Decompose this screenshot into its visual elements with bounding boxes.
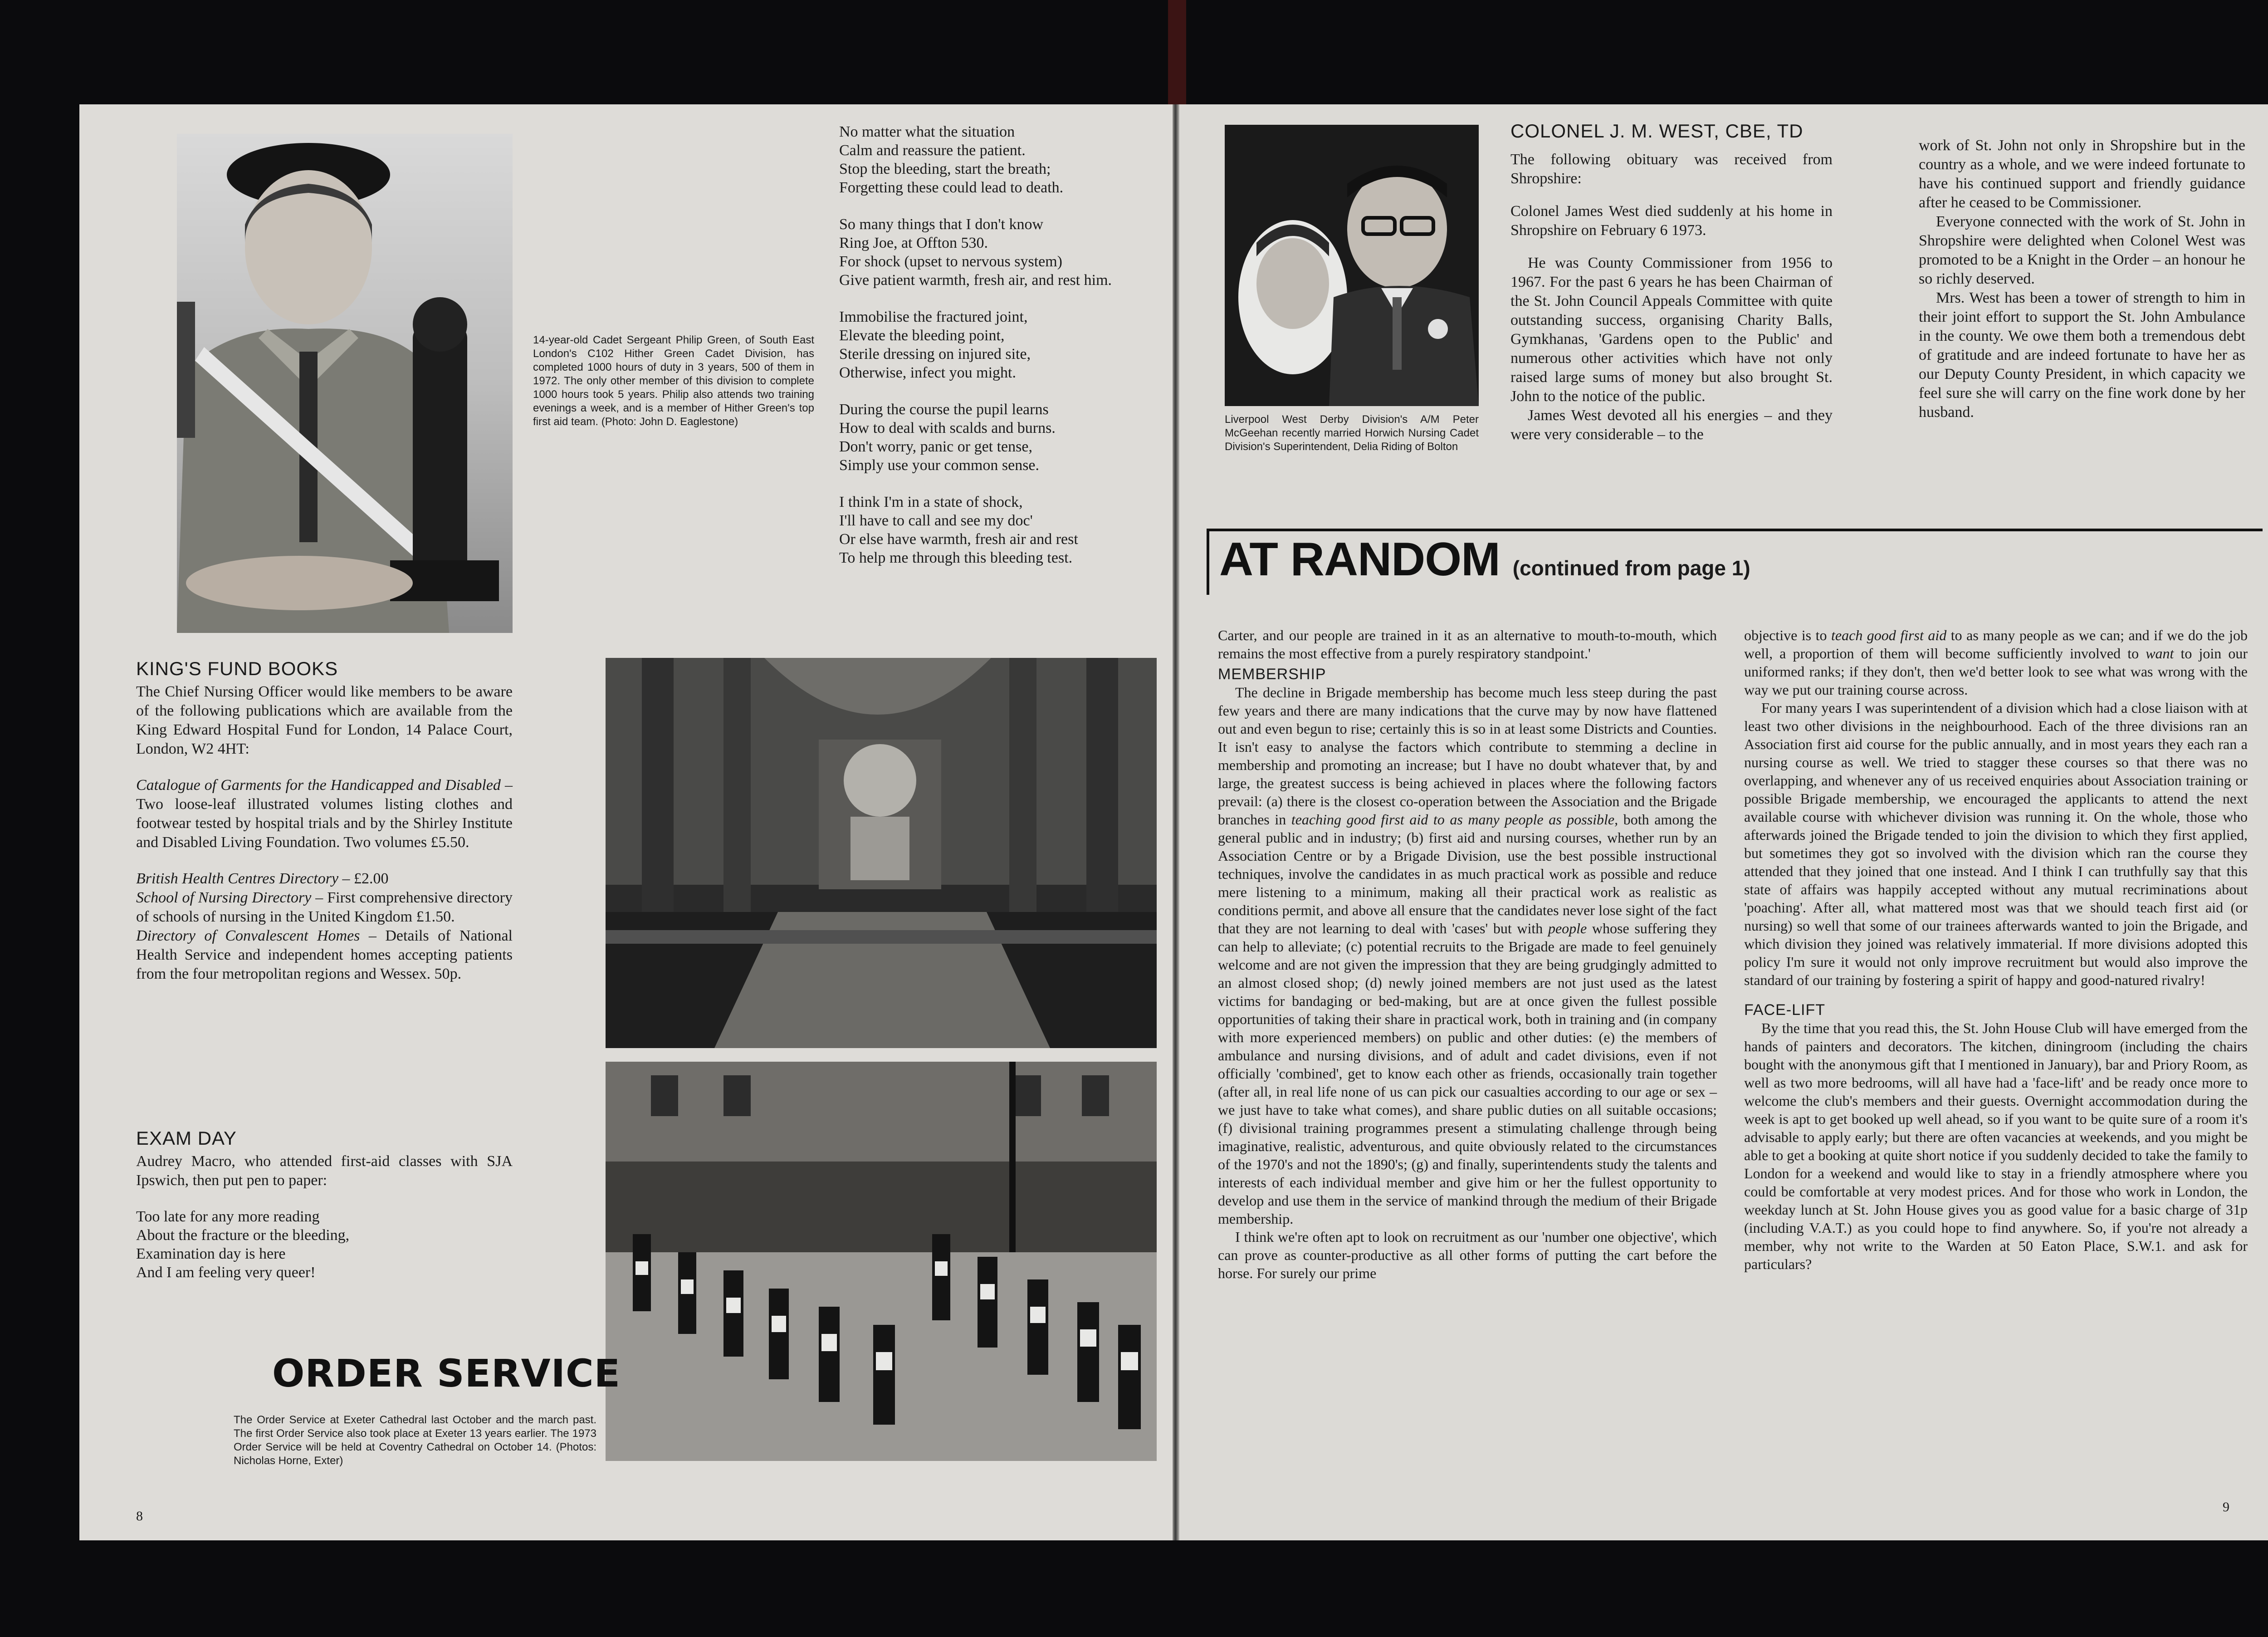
membership-heading: MEMBERSHIP — [1218, 666, 1326, 683]
obituary-paragraph: He was County Commissioner from 1956 to 1967. For the past 6 years he has been Chairman of the St. John Council Appeals Committee with quite outstanding success, organising Charity Balls, Gymkhanas, 'Gardens open to the Public' and numerous other activities which have not only raised large sums of money but also brought St. John to the notice of the public. — [1510, 255, 1833, 405]
cadet-with-trophy-photo — [177, 134, 513, 633]
exam-day-poem — [136, 1207, 513, 1282]
exam-day-section — [136, 1127, 513, 1282]
book-description: – First comprehensive directory of schools of nursing in the United Kingdom £1.50. — [136, 889, 513, 925]
poem-line: Otherwise, infect you might. — [839, 364, 1016, 381]
poem-line: For shock (upset to nervous system) — [839, 253, 1063, 270]
text-run: objective is to — [1744, 627, 1832, 643]
at-random-subtitle: (continued from page 1) — [1512, 556, 1750, 580]
left-page — [79, 104, 1173, 1540]
poem-stanza-5 — [839, 493, 1166, 567]
poem-stanza-3 — [839, 308, 1166, 382]
kings-fund-intro: The Chief Nursing Officer would like members to be aware of the following publications which are available from the King Edward Hospital Fund for London, 14 Palace Court, London, W2 4HT: — [136, 683, 513, 757]
poem-line: No matter what the situation — [839, 123, 1015, 140]
kings-fund-item — [136, 776, 513, 852]
article-paragraph — [1218, 683, 1717, 1228]
text-run: to join our uniformed ranks; if they don't, then we'd better look to see what was wrong with the way we put our training course across. — [1744, 645, 2248, 698]
binding-edge — [1168, 0, 1186, 104]
march-past-photo — [606, 1062, 1157, 1461]
emphasis-text: teaching good first aid to as many people as possible, — [1291, 811, 1618, 828]
poem-line: To help me through this bleeding test. — [839, 549, 1073, 566]
text-run: both among the general public and in industry; (b) first aid and nursing courses, whether run by an Association Centre or by a Brigade Division, use the best possible instructional techniques, involve the candidates in as much practical work as possible and reduce mere listening to a minimum, making all their practical work as realistic as conditions permit, and above all ensure that the candidates never lose sight of the fact that they are not learning to deal with 'cases' but with — [1218, 811, 1717, 936]
poem-line: I think I'm in a state of shock, — [839, 494, 1023, 510]
book-description: – Details of National Health Service and independent homes accepting patients from the four metropolitan regions and Wessex. 50p. — [136, 927, 513, 982]
poem-line: Calm and reassure the patient. — [839, 142, 1026, 159]
poem-stanza-4 — [839, 400, 1166, 475]
article-paragraph: For many years I was superintendent of a division which had a close liaison with at least two other divisions in the neighbourhood. Each of the three divisions ran an Association first aid course for the public annually, and in most years they each ran a nursing course as well. We tried to stagger these courses so that there was no overlapping, and whenever any of us received enquiries about Association training or possible Brigade membership, we encouraged the applicants to attend the next available course with whichever division was running it. On the whole, those who afterwards joined the Brigade tended to join the division to which they first applied, but sometimes they got so involved with the division which ran the course they attended that they joined that one instead. And I think I can truthfully say that this state of affairs was happily accepted without any mutual recriminations about 'poaching'. After all, what mattered most was that we should teach first aid (or nursing) so well that some of our trainees afterwards wanted to join the Brigade, and which division they joined was relatively immaterial. If more divisions adopted this policy I'm sure it would not only improve recruitment but would also improve the standard of our training by fostering a spirit of happy and good-natured rivalry! — [1744, 700, 2248, 988]
book-title: School of Nursing Directory — [136, 889, 312, 906]
obituary-paragraph: James West devoted all his energies – and they were very considerable – to the — [1510, 407, 1833, 443]
kings-fund-item — [136, 926, 513, 984]
kings-fund-item — [136, 869, 513, 888]
obituary-paragraph: Everyone connected with the work of St. John in Shropshire were delighted when Colonel West was promoted to be a Knight in the Order – an honour he so richly deserved. — [1919, 213, 2245, 287]
poem-line: I'll have to call and see my doc' — [839, 512, 1033, 529]
poem-line: During the course the pupil learns — [839, 401, 1049, 418]
poem-line: Give patient warmth, fresh air, and rest him. — [839, 272, 1112, 289]
book-title: Catalogue of Garments for the Handicapped and Disabled — [136, 777, 501, 794]
at-random-header — [1207, 529, 2263, 595]
article-paragraph: Carter, and our people are trained in it as an alternative to mouth-to-mouth, which remains the most effective from a purely respiratory standpoint.' — [1218, 627, 1717, 662]
order-service-caption: The Order Service at Exeter Cathedral last October and the march past. The first Order Service also took place at Exeter 13 years earlier. The 1973 Order Service will be held at Coventry Cathedral on October 14. (Photos: Nicholas Horne, Exter) — [234, 1414, 596, 1467]
exam-day-intro: Audrey Macro, who attended first-aid classes with SJA Ipswich, then put pen to paper: — [136, 1153, 513, 1189]
emphasis-text: want — [2146, 645, 2174, 662]
west-obituary-heading: COLONEL J. M. WEST, CBE, TD — [1510, 120, 1804, 142]
facelift-heading: FACE-LIFT — [1744, 1001, 1826, 1019]
article-paragraph: I think we're often apt to look on recruitment as our 'number one objective', which can prove as counter-productive as all other forms of putting the cart before the horse. For surely our prime — [1218, 1229, 1717, 1281]
at-random-title: AT RANDOM — [1219, 533, 1500, 586]
poem-line: Stop the bleeding, start the breath; — [839, 161, 1051, 177]
exam-day-heading: EXAM DAY — [136, 1127, 237, 1149]
poem-line: Forgetting these could lead to death. — [839, 179, 1064, 196]
obituary-paragraph: The following obituary was received from Shropshire: — [1510, 151, 1833, 187]
text-run: whose suffering they can help to alleviate; (c) potential recruits to the Brigade are made to feel genuinely welcome and are not given the impression that they are being grudgingly admitted to an almost closed shop; (d) newly joined members are not just used as the latest victims for bandaging or bed-making, but are at once given the fullest possible opportunities of taking their share in practical work, both in training and (in company with more experienced members) on public and other duties: (e) the members of ambulance and nursing divisions, and of adult and cadet divisions, even if not officially 'combined', get to know each other as friends, occasionally train together (after all, in real life none of us can pick our casualties according to our age or sex – we just have to take what comes), and share public duties on all suitable occasions; (f) divisional training programmes present a stimulating challenge through being imaginative, realistic, adventurous, and quite obviously related to the circumstances of the 1970's and not the 1890's; (g) and finally, superintendents study the talents and interests of each individual member and give him or her the fullest opportunity to develop and use them in the service of mankind through the medium of their Brigade membership. — [1218, 920, 1717, 1227]
wedding-photo-caption: Liverpool West Derby Division's A/M Peter McGeehan recently married Horwich Nursing Cadet Division's Superintendent, Delia Riding of Bolton — [1225, 413, 1479, 453]
book-description: – £2.00 — [338, 870, 389, 887]
at-random-col2 — [1744, 626, 2248, 1278]
poem-line: How to deal with scalds and burns. — [839, 420, 1056, 436]
poem-stanza-1 — [839, 123, 1166, 197]
poem-stanza-2 — [839, 215, 1166, 289]
obituary-paragraph: work of St. John not only in Shropshire but in the country as a whole, and we were indeed fortunate to have his continued support and friendly guidance after he ceased to be Commissioner. — [1919, 137, 2245, 211]
poem-line: So many things that I don't know — [839, 216, 1044, 233]
cadet-photo-caption: 14-year-old Cadet Sergeant Philip Green, of South East London's C102 Hither Green Cadet Division, has completed 1000 hours of duty in 3 years, 500 of them in 1972. The only other member of this division to complete 1000 hours took 5 years. Philip also attends two training evenings a week, and is a member of Hither Green's top first aid team. (Photo: John D. Eaglestone) — [533, 334, 814, 428]
book-spine — [1173, 104, 1179, 1540]
page-number-left: 8 — [136, 1509, 143, 1524]
poem-line: And I am feeling very queer! — [136, 1264, 316, 1281]
obituary-paragraph: Colonel James West died suddenly at his home in Shropshire on February 6 1973. — [1510, 203, 1833, 239]
right-page — [1179, 104, 2268, 1540]
cathedral-interior-photo — [606, 658, 1157, 1048]
book-title: Directory of Convalescent Homes — [136, 927, 360, 944]
poem-line: Or else have warmth, fresh air and rest — [839, 531, 1078, 548]
kings-fund-heading: KING'S FUND BOOKS — [136, 658, 338, 679]
poem-line: About the fracture or the bleeding, — [136, 1227, 350, 1244]
obituary-paragraph: Mrs. West has been a tower of strength to him in their joint effort to support the St. John Ambulance in the county. We owe them both a tremendous debt of gratitude and are indeed fortunate to have her as our Deputy County President, in which capacity we feel sure she will carry on the fine work done by her husband. — [1919, 289, 2245, 421]
poem-line: Too late for any more reading — [136, 1208, 320, 1225]
text-run: The decline in Brigade membership has become much less steep during the past few years and there are many indications that the curve may by now have flattened out and even begun to rise; certainly this is so in at least some Districts and Counties. It isn't easy to analyse the factors which contribute to stemming a decline in membership and promoting an increase; but I have no doubt whatever that, by and large, the greatest success is being achieved in places where the following factors prevail: (a) there is the closest co-operation between the Association and the Brigade branches in — [1218, 684, 1717, 828]
first-aid-poem — [839, 123, 1166, 585]
emphasis-text: teach good first aid — [1831, 627, 1947, 643]
kings-fund-section — [136, 658, 513, 988]
at-random-col1 — [1218, 626, 1717, 1287]
poem-line: Simply use your common sense. — [839, 457, 1040, 474]
kings-fund-item — [136, 888, 513, 926]
poem-line: Immobilise the fractured joint, — [839, 309, 1028, 325]
poem-line: Don't worry, panic or get tense, — [839, 438, 1032, 455]
book-description: – Two loose-leaf illustrated volumes listing clothes and footwear tested by hospital trials and by the Shirley Institute and Disabled Living Foundation. Two volumes £5.50. — [136, 777, 513, 851]
article-paragraph: By the time that you read this, the St. John House Club will have emerged from the hands of painters and decorators. The kitchen, diningroom (including the chairs bought with the anonymous gift that I mentioned in January), bar and Priory Room, as well as two more bedrooms, will all have had a 'face-lift' and be ready once more to welcome the club's members and their guests. Overnight accommodation during the week is apt to get booked up well ahead, so if you want to be quite sure of a room it's advisable to apply early; but there are often vacancies at weekends, and you might be able to get a booking at quite short notice if you suddenly decided to take the family to London for a weekend and would like to stay in a friendly atmosphere where you could be comfortable at very modest prices. And for those who work in London, the weekday lunch at St. John House gives you as good value for a basic charge of 31p (including V.A.T.) as you could hope to find anywhere. So, if you're not already a member, why not write to the Warden at 50 Eaton Place, S.W.1. and ask for particulars? — [1744, 1020, 2248, 1272]
article-paragraph — [1744, 626, 2248, 699]
wedding-couple-photo — [1225, 125, 1479, 406]
poem-line: Sterile dressing on injured site, — [839, 346, 1031, 363]
west-obituary-col1 — [1510, 120, 1833, 449]
book-title: British Health Centres Directory — [136, 870, 339, 887]
emphasis-text: people — [1548, 920, 1587, 936]
poem-line: Ring Joe, at Offton 530. — [839, 235, 988, 251]
page-number-right: 9 — [2223, 1500, 2229, 1514]
poem-line: Elevate the bleeding point, — [839, 327, 1005, 344]
order-service-title: ORDER SERVICE — [272, 1351, 621, 1396]
west-obituary-col2 — [1919, 136, 2245, 426]
text-run: to as many people as we can; and if we do the job well, a proportion of them will become sufficiently involved to — [1744, 627, 2248, 662]
poem-line: Examination day is here — [136, 1245, 286, 1262]
